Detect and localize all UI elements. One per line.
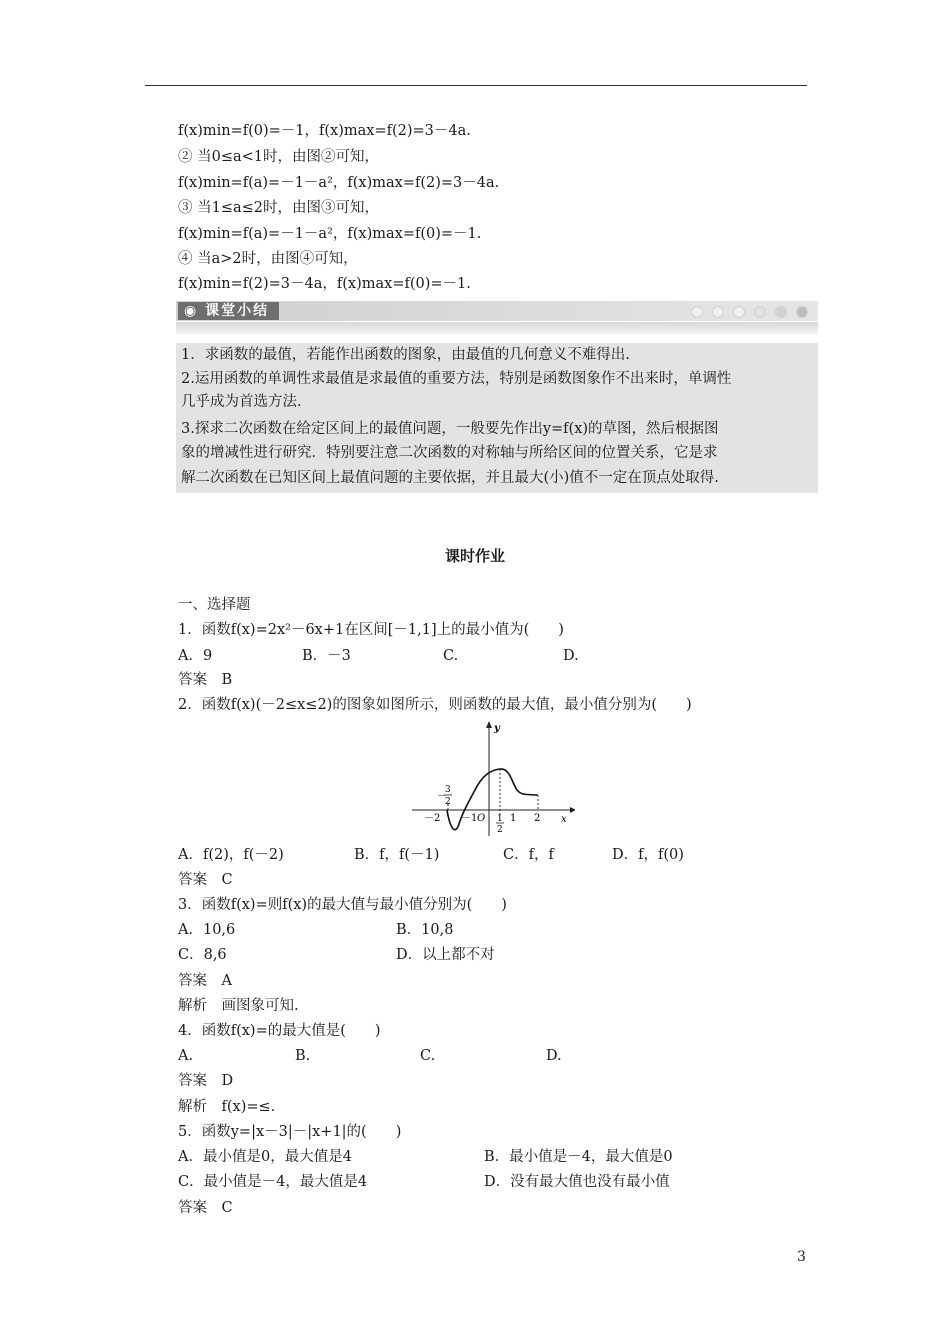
q5-option-b: B．最小值是－4，最大值是0 bbox=[484, 1149, 673, 1165]
text-line: f(x)min=f(a)=－1－a²，f(x)max=f(2)=3－4a. bbox=[178, 175, 500, 191]
summary-line: 3.探求二次函数在给定区间上的最值问题，一般要先作出y=f(x)的草图，然后根据图 bbox=[181, 421, 719, 437]
q2-option-d: D．f，f(0) bbox=[612, 847, 684, 863]
target-icon: ◉ bbox=[184, 303, 199, 319]
text-line: f(x)min=f(0)=－1，f(x)max=f(2)=3－4a. bbox=[178, 123, 471, 139]
origin-label: O bbox=[477, 813, 486, 824]
dot-icon bbox=[775, 306, 787, 318]
q3-analysis: 解析 画图象可知. bbox=[178, 998, 299, 1014]
dot-icon bbox=[754, 306, 766, 318]
q3-option-a: A．10,6 bbox=[178, 922, 236, 938]
q1-option-c: C. bbox=[443, 648, 459, 664]
q4-option-a: A. bbox=[178, 1048, 194, 1064]
q3-option-c: C．8,6 bbox=[178, 947, 227, 963]
question-2: 2．函数f(x)(－2≤x≤2)的图象如图所示，则函数的最大值，最小值分别为( ) bbox=[178, 697, 692, 713]
q4-analysis: 解析 f(x)=≤. bbox=[178, 1099, 276, 1115]
frac-minus: － bbox=[437, 792, 447, 802]
dot-icon bbox=[691, 306, 703, 318]
summary-box bbox=[176, 343, 818, 493]
dot-icon bbox=[796, 306, 808, 318]
question-1: 1．函数f(x)=2x²－6x+1在区间[－1,1]上的最小值为( ) bbox=[178, 622, 564, 638]
text-line: ④ 当a>2时，由图④可知， bbox=[178, 251, 358, 267]
banner-label bbox=[178, 302, 279, 320]
frac-den-2: 2 bbox=[497, 825, 503, 835]
summary-line: 几乎成为首选方法. bbox=[181, 394, 302, 410]
x-axis-arrow-icon bbox=[570, 807, 575, 813]
q2-option-a: A．f(2)，f(－2) bbox=[178, 847, 284, 863]
header-rule bbox=[145, 85, 807, 86]
q2-answer: 答案 C bbox=[178, 872, 233, 888]
q3-answer: 答案 A bbox=[178, 973, 232, 989]
summary-line: 解二次函数在已知区间上最值问题的主要依据，并且最大(小)值不一定在顶点处取得. bbox=[181, 470, 719, 486]
banner-underline bbox=[176, 322, 818, 334]
y-axis-arrow-icon bbox=[486, 721, 492, 728]
exercise-heading: 一、选择题 bbox=[178, 597, 251, 613]
q4-answer: 答案 D bbox=[178, 1073, 234, 1089]
q1-option-b: B．－3 bbox=[302, 648, 351, 664]
frac-den-2: 2 bbox=[445, 797, 451, 807]
question-5: 5．函数y=|x－3|－|x+1|的( ) bbox=[178, 1124, 402, 1140]
q4-option-d: D. bbox=[546, 1048, 562, 1064]
dot-icon bbox=[733, 306, 745, 318]
y-label: y bbox=[494, 723, 500, 734]
q4-option-c: C. bbox=[420, 1048, 436, 1064]
q2-option-c: C．f，f bbox=[503, 847, 554, 863]
text-line: f(x)min=f(a)=－1－a²，f(x)max=f(0)=－1. bbox=[178, 226, 482, 242]
q5-option-c: C．最小值是－4，最大值是4 bbox=[178, 1174, 368, 1190]
q2-option-b: B．f，f(－1) bbox=[354, 847, 440, 863]
summary-line: 象的增减性进行研究．特别要注意二次函数的对称轴与所给区间的位置关系，它是求 bbox=[181, 445, 718, 461]
tick-1: 1 bbox=[510, 813, 517, 824]
summary-line: 2.运用函数的单调性求最值是求最值的重要方法，特别是函数图象作不出来时，单调性 bbox=[181, 371, 732, 387]
q4-option-b: B. bbox=[295, 1048, 311, 1064]
banner-dots bbox=[691, 306, 808, 318]
text-line: f(x)min=f(2)=3－4a，f(x)max=f(0)=－1. bbox=[178, 276, 471, 292]
q5-option-d: D．没有最大值也没有最小值 bbox=[484, 1174, 670, 1190]
q1-option-d: D. bbox=[563, 648, 579, 664]
banner-title: 课堂小结 bbox=[205, 303, 270, 319]
summary-line: 1．求函数的最值，若能作出函数的图象，由最值的几何意义不难得出. bbox=[181, 347, 630, 363]
section-banner bbox=[176, 301, 818, 334]
q3-option-d: D．以上都不对 bbox=[396, 947, 495, 963]
q5-option-a: A．最小值是0，最大值是4 bbox=[178, 1149, 352, 1165]
frac-num-1: 1 bbox=[497, 814, 503, 824]
q1-option-a: A．9 bbox=[178, 648, 213, 664]
text-line: ② 当0≤a<1时，由图②可知， bbox=[178, 149, 380, 165]
q3-option-b: B．10,8 bbox=[396, 922, 454, 938]
dot-icon bbox=[712, 306, 724, 318]
tick-neg1: －1 bbox=[461, 813, 478, 824]
page-number: 3 bbox=[797, 1249, 806, 1265]
text-line: ③ 当1≤a≤2时，由图③可知， bbox=[178, 200, 380, 216]
question-3: 3．函数f(x)=则f(x)的最大值与最小值分别为( ) bbox=[178, 897, 507, 913]
q1-answer: 答案 B bbox=[178, 672, 233, 688]
q5-answer: 答案 C bbox=[178, 1200, 233, 1216]
section-title: 课时作业 bbox=[444, 547, 505, 565]
tick-neg2: －2 bbox=[424, 813, 441, 824]
question-4: 4．函数f(x)=的最大值是( ) bbox=[178, 1023, 381, 1039]
function-graph bbox=[410, 718, 575, 838]
tick-2: 2 bbox=[534, 813, 541, 824]
frac-num-3: 3 bbox=[445, 785, 451, 795]
x-label: x bbox=[561, 814, 567, 825]
